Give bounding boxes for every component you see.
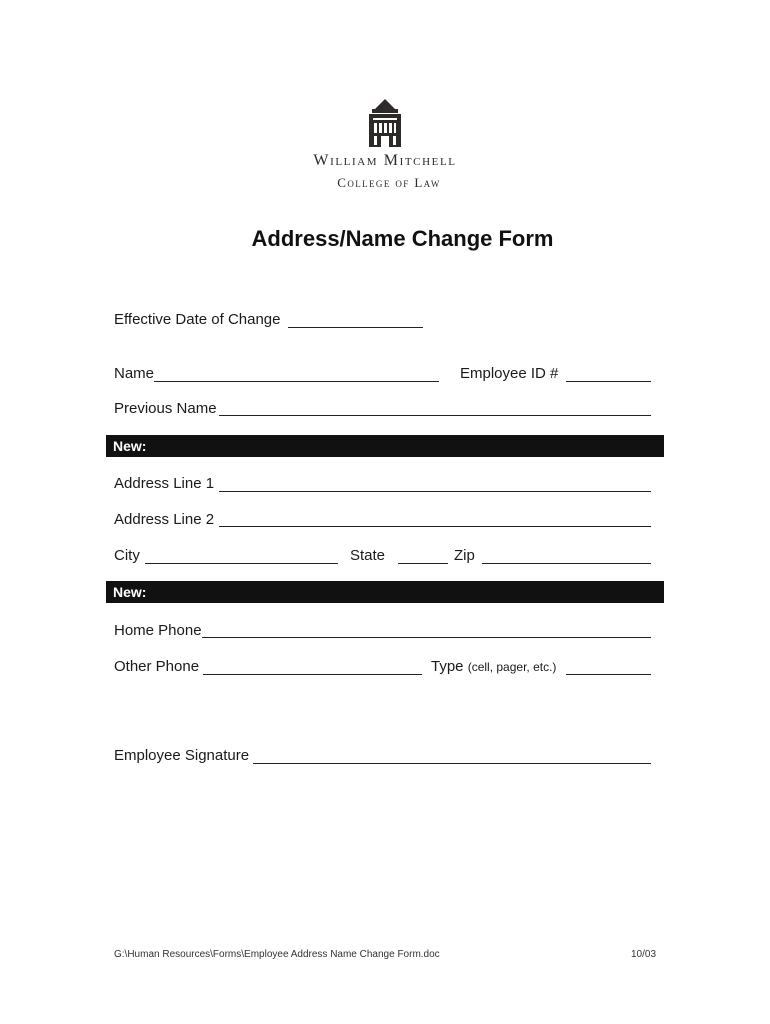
zip-field[interactable]: [482, 563, 651, 564]
type-label: [431, 658, 556, 676]
effective-date-field[interactable]: [288, 327, 423, 328]
type-hint: (cell, pager, etc.): [467, 660, 557, 674]
signature-field[interactable]: [253, 763, 651, 764]
city-field[interactable]: [145, 563, 338, 564]
footer-file-path: G:\Human Resources\Forms\Employee Address Name Change Form.doc: [114, 949, 440, 960]
address-line1-field[interactable]: [219, 491, 651, 492]
previous-name-field[interactable]: [219, 415, 651, 416]
home-phone-field[interactable]: [202, 637, 651, 638]
address-line1-label: Address Line 1: [114, 475, 215, 492]
effective-date-label: Effective Date of Change: [114, 311, 281, 328]
previous-name-label: Previous Name: [114, 400, 217, 417]
city-label: City: [114, 547, 140, 564]
form-title: Address/Name Change Form: [251, 226, 554, 251]
employee-id-label: Employee ID #: [460, 365, 559, 382]
address-line2-field[interactable]: [219, 526, 651, 527]
state-label: State: [350, 547, 386, 564]
home-phone-label: Home Phone: [114, 622, 202, 639]
name-field[interactable]: [154, 381, 439, 382]
other-phone-label: Other Phone: [114, 658, 200, 675]
type-field[interactable]: [566, 674, 651, 675]
footer-date: 10/03: [631, 949, 657, 960]
zip-label: Zip: [454, 547, 475, 564]
college-name: William Mitchell: [313, 152, 457, 169]
signature-label: Employee Signature: [114, 747, 250, 764]
new-address-section-header: New:: [106, 435, 664, 457]
type-label-text: Type: [431, 658, 464, 675]
address-line2-label: Address Line 2: [114, 511, 215, 528]
other-phone-field[interactable]: [203, 674, 422, 675]
new-phone-section-header: New:: [106, 581, 664, 603]
employee-id-field[interactable]: [566, 381, 651, 382]
name-label: Name: [114, 365, 155, 382]
state-field[interactable]: [398, 563, 448, 564]
building-icon: [364, 97, 406, 149]
college-subtitle: College of Law: [337, 175, 441, 190]
